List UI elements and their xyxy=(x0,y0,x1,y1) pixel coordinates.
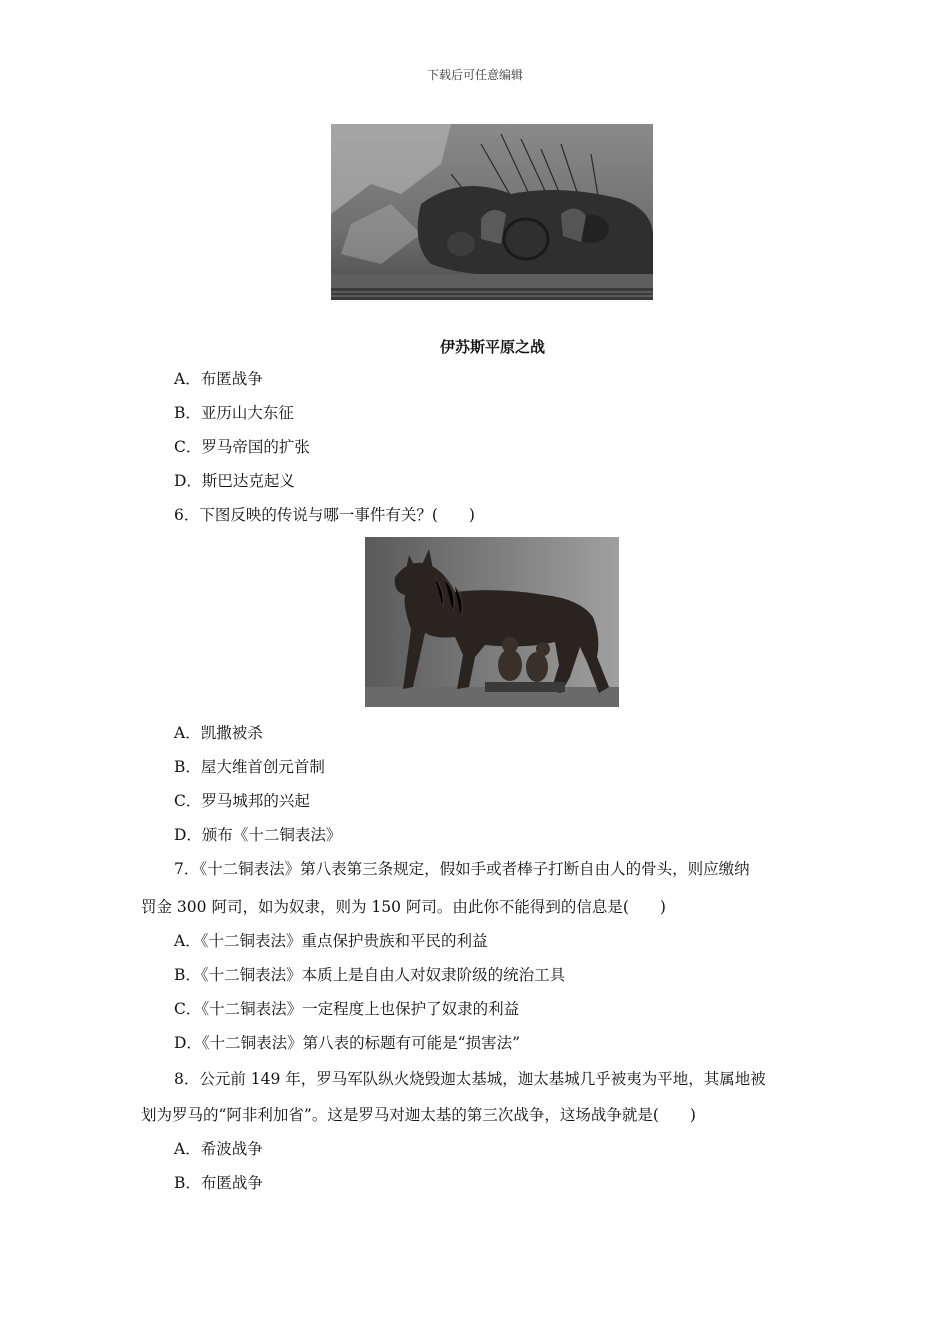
q8-stem-line2: 划为罗马的“阿非利加省”。这是罗马对迦太基的第三次战争，这场战争就是( ) xyxy=(141,1106,696,1124)
q8-option-a: A．希波战争 xyxy=(174,1140,263,1158)
q5-option-b: B．亚历山大东征 xyxy=(174,404,294,422)
page-header: 下载后可任意编辑 xyxy=(426,68,523,82)
q6-option-c: C．罗马城邦的兴起 xyxy=(174,792,310,810)
q7-option-d: D．《十二铜表法》第八表的标题有可能是“损害法” xyxy=(174,1034,521,1052)
q5-option-c: C．罗马帝国的扩张 xyxy=(174,438,310,456)
capitoline-wolf-image xyxy=(365,537,619,707)
q7-stem-line1: 7．《十二铜表法》第八表第三条规定，假如手或者棒子打断自由人的骨头，则应缴纳 xyxy=(174,860,750,878)
figure-caption: 伊苏斯平原之战 xyxy=(439,338,545,356)
q5-option-d: D．斯巴达克起义 xyxy=(174,472,295,490)
q6-option-b: B．屋大维首创元首制 xyxy=(174,758,325,776)
q5-option-a: A．布匿战争 xyxy=(174,370,263,388)
q7-option-a: A．《十二铜表法》重点保护贵族和平民的利益 xyxy=(174,932,488,950)
q7-option-b: B．《十二铜表法》本质上是自由人对奴隶阶级的统治工具 xyxy=(174,966,566,984)
battle-of-issus-image xyxy=(331,124,653,300)
q7-option-c: C．《十二铜表法》一定程度上也保护了奴隶的利益 xyxy=(174,1000,520,1018)
q6-option-a: A．凯撒被杀 xyxy=(174,724,263,742)
q7-stem-line2: 罚金 300 阿司，如为奴隶，则为 150 阿司。由此你不能得到的信息是( ) xyxy=(141,898,666,916)
q6-option-d: D．颁布《十二铜表法》 xyxy=(174,826,342,844)
q8-stem-line1: 8．公元前 149 年，罗马军队纵火烧毁迦太基城，迦太基城几乎被夷为平地，其属地被 xyxy=(174,1070,766,1088)
q6-stem: 6．下图反映的传说与哪一事件有关？( ) xyxy=(174,506,475,524)
q8-option-b: B．布匿战争 xyxy=(174,1174,263,1192)
